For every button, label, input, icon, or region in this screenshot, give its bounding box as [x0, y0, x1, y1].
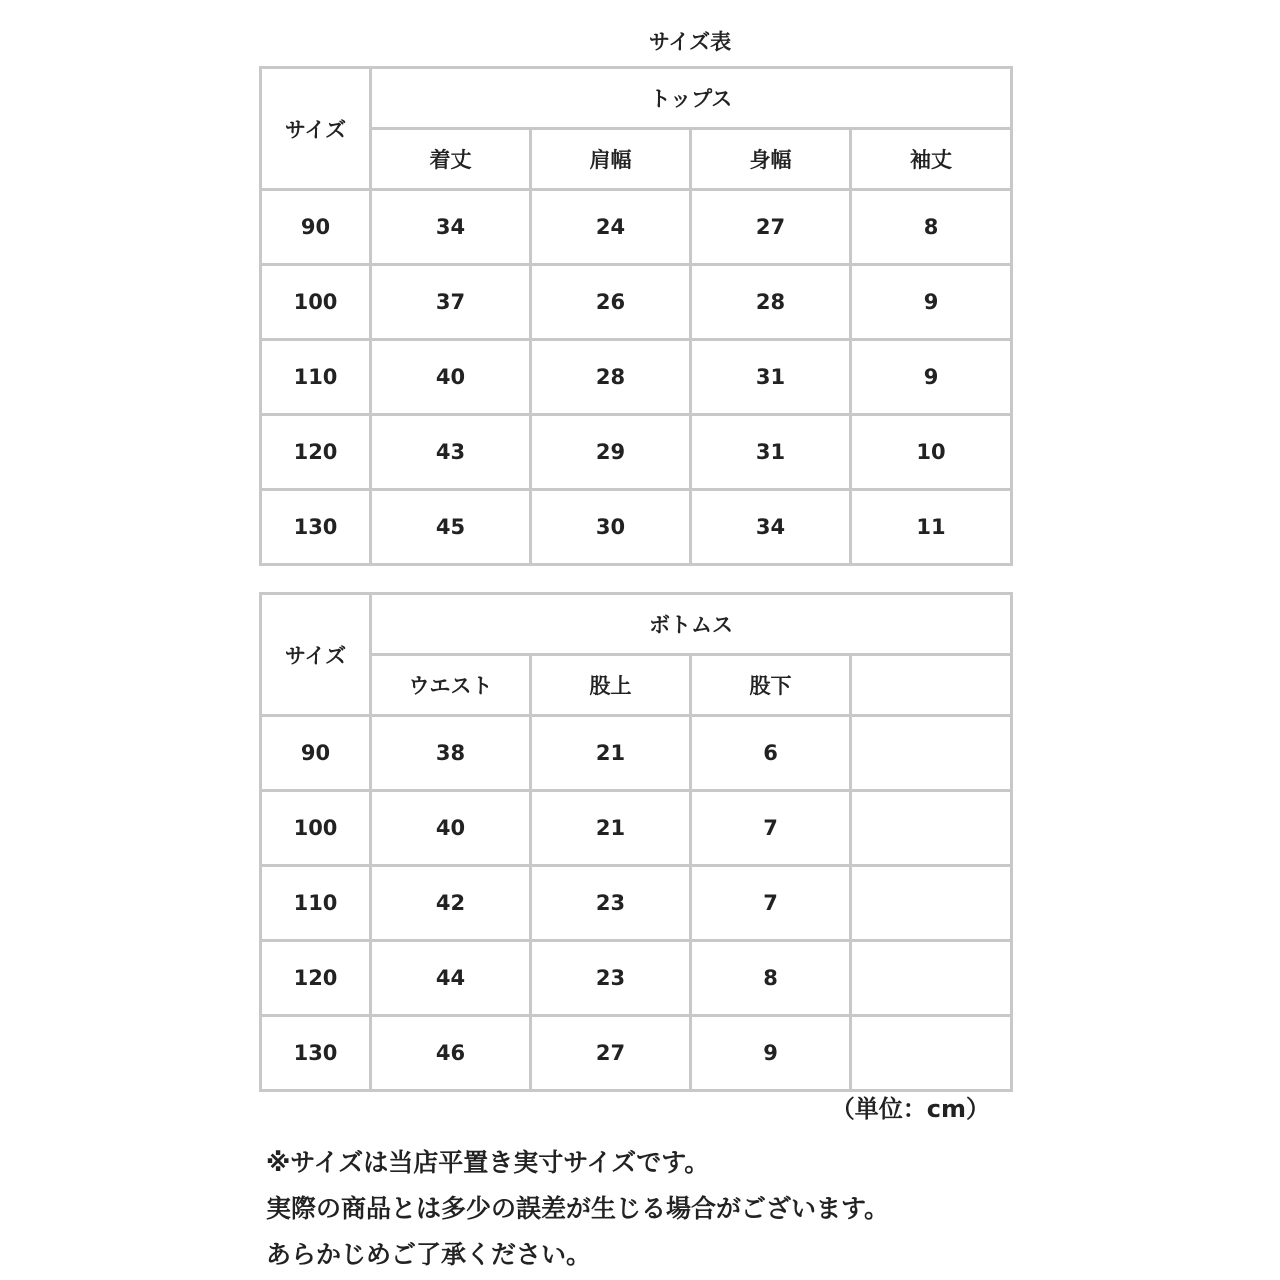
table-cell: 6 — [691, 716, 851, 791]
bottoms-size-table — [259, 592, 1013, 1092]
column-header-cell: 肩幅 — [531, 129, 691, 190]
column-header-cell: ウエスト — [371, 655, 531, 716]
column-header-cell: 着丈 — [371, 129, 531, 190]
table-row — [261, 190, 1012, 265]
column-header-cell: 身幅 — [691, 129, 851, 190]
size-cell: 110 — [261, 340, 371, 415]
note-line: ※サイズは当店平置き実寸サイズです。 — [266, 1148, 710, 1177]
size-cell: 120 — [261, 941, 371, 1016]
table-cell: 9 — [691, 1016, 851, 1091]
table-row — [261, 1016, 1012, 1091]
table-cell — [851, 941, 1012, 1016]
table-cell: 11 — [851, 490, 1012, 565]
table-row — [261, 866, 1012, 941]
table-row — [261, 415, 1012, 490]
note-line: あらかじめご了承ください。 — [266, 1240, 592, 1269]
table-header-row — [261, 594, 1012, 655]
column-header-cell — [851, 655, 1012, 716]
table-cell: 9 — [851, 265, 1012, 340]
table-cell: 26 — [531, 265, 691, 340]
table-cell: 30 — [531, 490, 691, 565]
table-cell: 7 — [691, 866, 851, 941]
table-cell: 28 — [531, 340, 691, 415]
table-cell: 23 — [531, 866, 691, 941]
table-cell: 34 — [691, 490, 851, 565]
table-cell: 21 — [531, 716, 691, 791]
table-row — [261, 791, 1012, 866]
group-header-cell: ボトムス — [371, 594, 1012, 655]
group-header-cell: トップス — [371, 68, 1012, 129]
column-header-cell: 股下 — [691, 655, 851, 716]
table-cell: 38 — [371, 716, 531, 791]
table-cell: 44 — [371, 941, 531, 1016]
size-cell: 100 — [261, 791, 371, 866]
size-header-cell: サイズ — [261, 594, 371, 716]
size-cell: 100 — [261, 265, 371, 340]
column-header-cell: 股上 — [531, 655, 691, 716]
table-cell: 28 — [691, 265, 851, 340]
table-cell: 10 — [851, 415, 1012, 490]
table-row — [261, 490, 1012, 565]
table-row — [261, 340, 1012, 415]
table-cell: 7 — [691, 791, 851, 866]
table-cell: 21 — [531, 791, 691, 866]
table-cell: 34 — [371, 190, 531, 265]
table-cell: 40 — [371, 340, 531, 415]
table-cell: 27 — [691, 190, 851, 265]
table-row — [261, 941, 1012, 1016]
unit-note: （単位：cm） — [830, 1095, 990, 1123]
table-cell: 23 — [531, 941, 691, 1016]
table-cell — [851, 866, 1012, 941]
table-cell — [851, 716, 1012, 791]
table-cell: 43 — [371, 415, 531, 490]
size-header-cell: サイズ — [261, 68, 371, 190]
size-cell: 130 — [261, 490, 371, 565]
table-header-row — [261, 655, 1012, 716]
size-cell: 130 — [261, 1016, 371, 1091]
table-cell: 8 — [851, 190, 1012, 265]
page-title: サイズ表 — [648, 30, 732, 54]
table-row — [261, 716, 1012, 791]
table-cell: 31 — [691, 340, 851, 415]
table-cell: 24 — [531, 190, 691, 265]
table-cell: 42 — [371, 866, 531, 941]
size-cell: 110 — [261, 866, 371, 941]
table-cell — [851, 1016, 1012, 1091]
table-header-row — [261, 68, 1012, 129]
size-cell: 120 — [261, 415, 371, 490]
table-cell: 29 — [531, 415, 691, 490]
table-cell: 8 — [691, 941, 851, 1016]
tops-size-table — [259, 66, 1013, 566]
size-cell: 90 — [261, 190, 371, 265]
table-cell: 31 — [691, 415, 851, 490]
table-row — [261, 265, 1012, 340]
table-cell: 27 — [531, 1016, 691, 1091]
table-cell — [851, 791, 1012, 866]
table-cell: 40 — [371, 791, 531, 866]
table-cell: 45 — [371, 490, 531, 565]
table-cell: 37 — [371, 265, 531, 340]
column-header-cell: 袖丈 — [851, 129, 1012, 190]
table-cell: 46 — [371, 1016, 531, 1091]
size-cell: 90 — [261, 716, 371, 791]
table-header-row — [261, 129, 1012, 190]
note-line: 実際の商品とは多少の誤差が生じる場合がございます。 — [266, 1194, 890, 1223]
table-cell: 9 — [851, 340, 1012, 415]
notes — [266, 1140, 1166, 1278]
